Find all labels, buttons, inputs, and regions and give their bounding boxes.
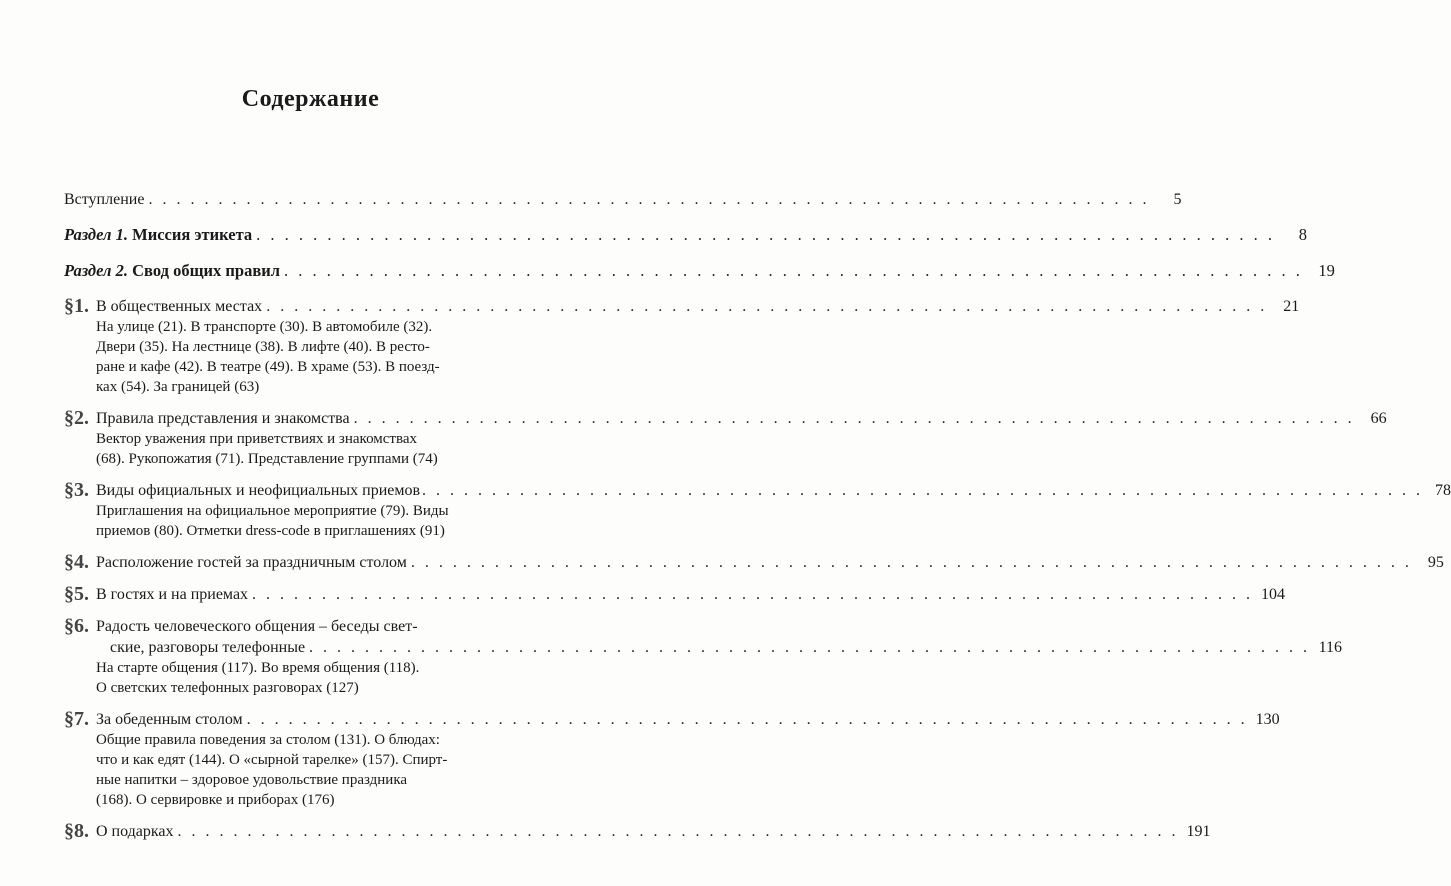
- section-mark: §2.: [64, 407, 89, 429]
- section-mark: §5.: [64, 583, 89, 605]
- page-number: 21: [1283, 298, 1300, 315]
- page-number: 95: [1427, 554, 1444, 571]
- dot-leader: [178, 821, 1179, 842]
- section-mark: §4.: [64, 551, 89, 573]
- dot-leader: [309, 637, 1310, 658]
- toc-entry-intro[interactable]: [64, 189, 1182, 210]
- toc-section-8[interactable]: [64, 820, 1211, 842]
- dot-leader: [256, 224, 1275, 245]
- subsection-line: что и как едят (144). О «сырной тарелке» (157). Спирт-: [96, 752, 448, 768]
- dot-leader: [354, 408, 1355, 429]
- page-number: 130: [1255, 711, 1280, 728]
- dot-leader: [284, 260, 1303, 281]
- table-of-contents: [64, 189, 1451, 853]
- part-title: Свод общих правил: [132, 261, 281, 280]
- section-title: В общественных местах: [96, 298, 263, 315]
- section-mark: §6.: [64, 615, 89, 637]
- part-title: Миссия этикета: [132, 225, 253, 244]
- page-number: 116: [1318, 639, 1343, 656]
- section-mark: §7.: [64, 708, 89, 730]
- section-title: В гостях и на приемах: [96, 586, 249, 603]
- section-title-continued: ские, разговоры телефонные: [110, 639, 306, 656]
- page-number: 104: [1261, 586, 1286, 603]
- section-title: Правила представления и знакомства: [96, 410, 350, 427]
- part-label: Раздел 1.: [64, 225, 128, 244]
- section-mark: §8.: [64, 820, 89, 842]
- toc-section-4[interactable]: [64, 551, 1444, 573]
- subsection-line: Вектор уважения при приветствиях и знакомствах: [96, 431, 418, 447]
- dot-leader: [247, 709, 1248, 730]
- toc-section-1[interactable]: [64, 295, 1300, 397]
- dot-leader: [411, 552, 1412, 573]
- dot-leader: [252, 584, 1253, 605]
- entry-title: Вступление: [64, 191, 145, 208]
- subsection-line: (168). О сервировке и приборах (176): [96, 792, 335, 808]
- toc-section-7[interactable]: [64, 708, 1280, 810]
- toc-entry-part-2[interactable]: [64, 260, 1335, 281]
- subsection-line: приемов (80). Отметки dress-code в приглашениях (91): [96, 523, 445, 539]
- page-number: 191: [1186, 823, 1211, 840]
- subsection-line: О светских телефонных разговорах (127): [96, 680, 359, 696]
- dot-leader: [148, 189, 1149, 210]
- page-title: Содержание: [241, 86, 380, 112]
- subsection-line: ные напитки – здоровое удовольствие праздника: [96, 772, 408, 788]
- section-title: О подарках: [96, 823, 174, 840]
- page-number: 8: [1298, 225, 1308, 244]
- page-number: 66: [1370, 410, 1387, 427]
- subsection-line: ране и кафе (42). В театре (49). В храме (53). В поезд-: [96, 359, 440, 375]
- section-title: Виды официальных и неофициальных приемов: [96, 482, 421, 499]
- page-number: 78: [1435, 482, 1451, 499]
- section-mark: §1.: [64, 295, 89, 317]
- section-title: Расположение гостей за праздничным столом: [96, 554, 407, 571]
- subsection-line: Общие правила поведения за столом (131). О блюдах:: [96, 732, 440, 748]
- dot-leader: [266, 296, 1267, 317]
- toc-entry-part-1[interactable]: [64, 224, 1308, 245]
- page-number: 19: [1318, 261, 1335, 280]
- subsection-line: ках (54). За границей (63): [96, 379, 260, 395]
- section-title: За обеденным столом: [96, 711, 243, 728]
- section-title: Радость человеческого общения – беседы свет-: [96, 618, 418, 635]
- subsection-line: Двери (35). На лестнице (38). В лифте (40). В ресто-: [96, 339, 430, 355]
- dot-leader: [422, 480, 1423, 501]
- subsection-line: (68). Рукопожатия (71). Представление группами (74): [96, 451, 438, 467]
- subsection-line: Приглашения на официальное мероприятие (79). Виды: [96, 503, 449, 519]
- subsection-line: На улице (21). В транспорте (30). В автомобиле (32).: [96, 319, 433, 335]
- toc-section-5[interactable]: [64, 583, 1286, 605]
- subsection-line: На старте общения (117). Во время общения (118).: [96, 660, 420, 676]
- toc-section-6[interactable]: [64, 615, 1343, 698]
- toc-section-2[interactable]: [64, 407, 1387, 469]
- toc-section-3[interactable]: [64, 479, 1451, 541]
- section-mark: §3.: [64, 479, 89, 501]
- page-number: 5: [1173, 191, 1182, 208]
- part-label: Раздел 2.: [64, 261, 128, 280]
